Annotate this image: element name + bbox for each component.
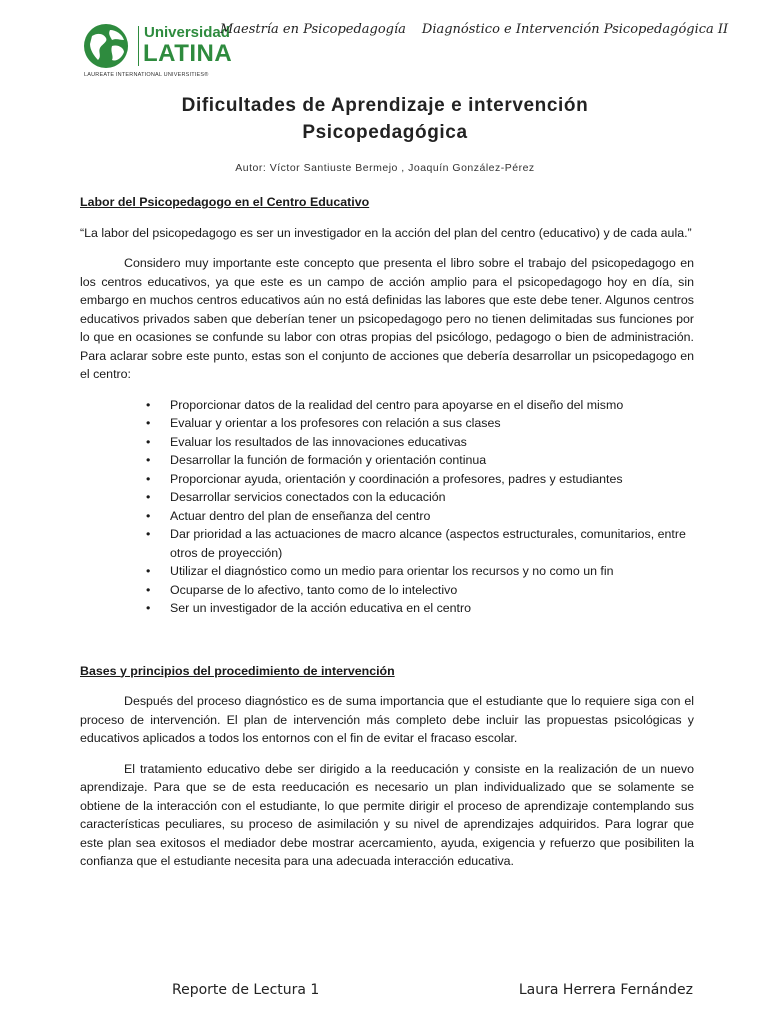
section-heading-labor: Labor del Psicopedagogo en el Centro Educativo <box>80 195 370 209</box>
section-heading-bases: Bases y principios del procedimiento de intervención <box>80 663 395 678</box>
header-program: Maestría en Psicopedagogía <box>220 22 406 37</box>
list-item: • Ser un investigador de la acción educativa en el centro <box>170 599 694 618</box>
globe-icon <box>82 22 134 70</box>
list-item: • Proporcionar ayuda, orientación y coordinación a profesores, padres y estudiantes <box>170 470 694 489</box>
list-item: • Dar prioridad a las actuaciones de macro alcance (aspectos estructurales, comunitarios, entre otros de proyección) <box>146 527 686 560</box>
logo-text-latina: LATINA <box>143 40 233 67</box>
list-item: • Utilizar el diagnóstico como un medio para orientar los recursos y no como un fin <box>170 562 694 581</box>
bullet-icon: • <box>146 564 151 578</box>
bullet-icon: • <box>146 508 151 523</box>
bullet-icon: • <box>146 601 151 615</box>
list-item: • Desarrollar la función de formación y orientación continua <box>170 451 694 470</box>
bullet-icon: • <box>146 527 151 541</box>
list-item: • Evaluar y orientar a los profesores con relación a sus clases <box>170 414 694 433</box>
university-logo <box>82 22 233 78</box>
title-line-2: Psicopedagógica <box>302 122 468 143</box>
bullet-icon: • <box>146 471 151 486</box>
header-course: Diagnóstico e Intervención Psicopedagógica II <box>421 22 729 37</box>
bullet-icon: • <box>146 434 151 449</box>
logo-tagline: LAUREATE INTERNATIONAL UNIVERSITIES® <box>84 72 209 78</box>
list-item: • Evaluar los resultados de las innovaciones educativas <box>170 433 694 452</box>
footer-author-name: Laura Herrera Fernández <box>518 982 693 998</box>
bullet-icon: • <box>146 582 151 597</box>
intervention-paragraph-1: Después del proceso diagnóstico es de suma importancia que el estudiante que lo requiere siga con el proceso de intervención. El plan de intervención más completo debe incluir las propuestas psicológicas y educativos aplicados a todos los entornos con el fin de evitar el fracaso escolar. <box>80 694 694 745</box>
intervention-paragraph-2: El tratamiento educativo debe ser dirigido a la reeducación y consiste en la realización de un nuevo aprendizaje. Para que se de esta reeducación es necesario un plan individualizado que se solamente se obtiene de la interacción con el estudiante, lo que permite dirigir el proceso de aprendizaje contemplando sus características peculiares, su proceso de asimilación y su nivel de aprendizajes adquiridos. Para lograr que este plan sea exitosos el mediador debe mostrar acercamiento, ayuda, exigencia y refuerzo que posibiliten la confianza que el estudiante necesita para una adecuada interacción educativa. <box>80 761 694 868</box>
list-item: • Actuar dentro del plan de enseñanza del centro <box>170 507 694 526</box>
logo-text-universidad: Universidad <box>144 24 230 41</box>
author-line: Autor: Víctor Santiuste Bermejo , Joaquín González-Pérez <box>235 162 535 174</box>
quote-paragraph: “La labor del psicopedagogo es ser un investigador en la acción del plan del centro (educativo) y de cada aula.” <box>80 225 692 240</box>
intro-paragraph: Considero muy importante este concepto que presenta el libro sobre el trabajo del psicopedagogo en los centros educativos, ya que este es un campo de acción amplio para el psicopedagogo hoy en día, sin embargo en muchos centros educativos aún no está definidas las labores que este debe tener. Algunos centros educativos privados saben que deberían tener un psicopedagogo pero no tienen delimitadas sus funciones por lo que en ocasiones se confunde su labor con otras propias del psicólogo, pedagogo o bien de administración. Para aclarar sobre este punto, estas son el conjunto de acciones que debería desarrollar un psicopedagogo en el centro: <box>80 256 694 381</box>
document-body <box>80 193 694 871</box>
document-title <box>80 92 690 146</box>
bullet-icon: • <box>146 416 151 430</box>
bullet-icon: • <box>146 490 151 504</box>
list-item: • Proporcionar datos de la realidad del centro para apoyarse en el diseño del mismo <box>170 396 694 415</box>
bullet-icon: • <box>146 397 151 412</box>
logo-divider <box>138 26 139 66</box>
title-line-1: Dificultades de Aprendizaje e intervención <box>181 95 589 116</box>
list-item: • Desarrollar servicios conectados con la educación <box>170 488 694 507</box>
section-spacer <box>80 618 694 662</box>
footer-report-label: Reporte de Lectura 1 <box>172 982 320 998</box>
bullet-icon: • <box>146 453 151 467</box>
document-header <box>220 22 728 37</box>
actions-list <box>80 396 694 618</box>
list-item: • Ocuparse de lo afectivo, tanto como de lo intelectivo <box>170 581 694 600</box>
